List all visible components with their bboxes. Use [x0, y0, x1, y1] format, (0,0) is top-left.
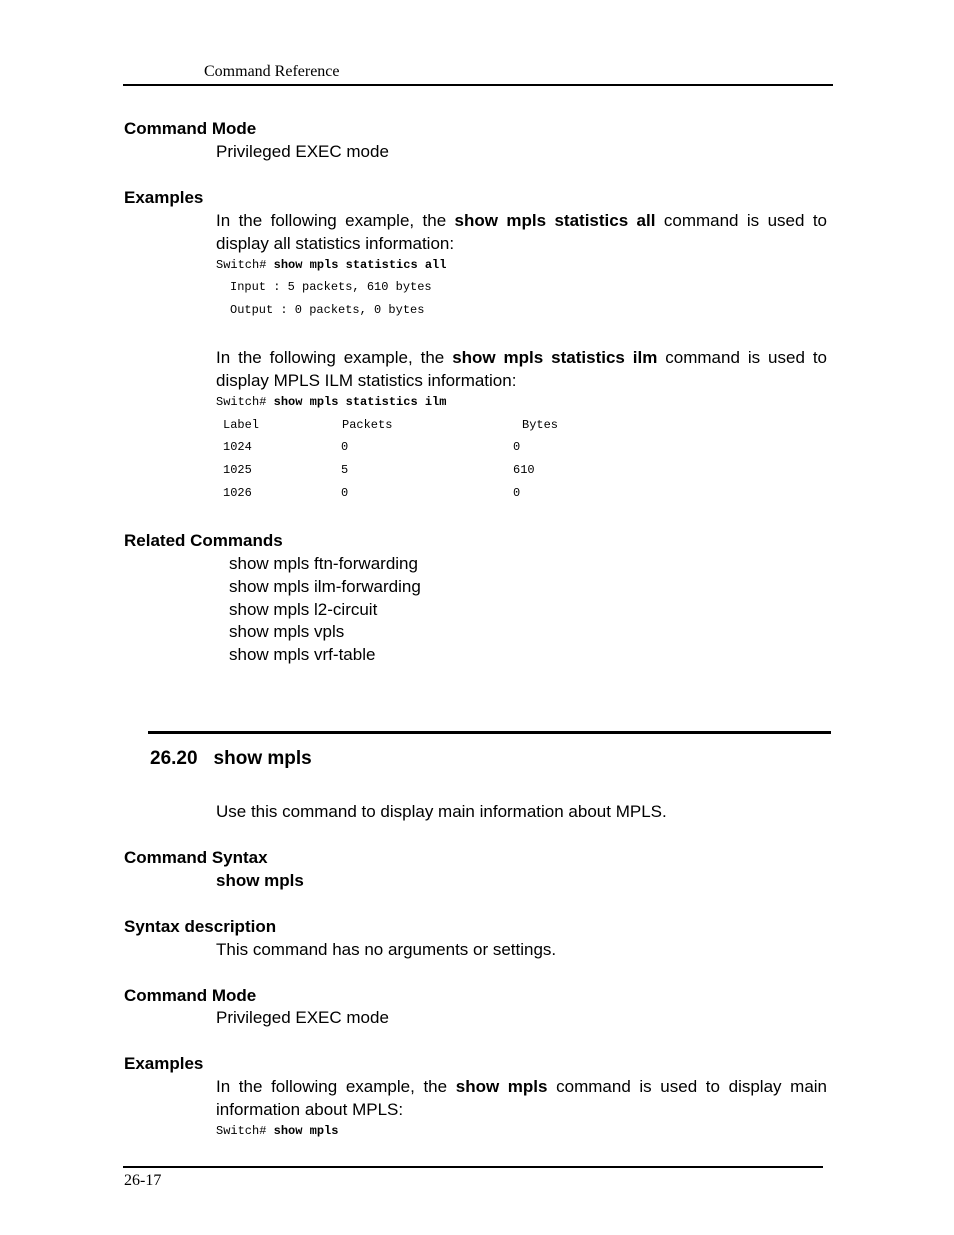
section-heading: [150, 748, 312, 770]
command-mode-text-2: Privileged EXEC mode: [216, 1008, 389, 1027]
table-cell: 0: [513, 486, 521, 500]
section-title: show mpls: [213, 748, 312, 769]
table-header-label: Label: [223, 418, 260, 432]
syntax-description-heading: Syntax description: [124, 917, 277, 936]
example-2-paragraph: In the following example, the show mpls statistics ilm command is used to display MPLS ILM statistics information:: [216, 348, 827, 390]
related-command-item: show mpls ftn-forwarding: [229, 554, 418, 573]
table-header-bytes: Bytes: [522, 418, 559, 432]
footer-rule: [123, 1166, 823, 1168]
table-header-packets: Packets: [342, 418, 393, 432]
related-command-item: show mpls vrf-table: [229, 645, 376, 664]
example-3-paragraph: In the following example, the show mpls command is used to display main information about MPLS:: [216, 1077, 828, 1119]
example-2-command-line: Switch# show mpls statistics ilm: [216, 395, 447, 409]
section-number: 26.20: [150, 748, 198, 769]
table-cell: 0: [513, 440, 521, 454]
header-rule: [123, 84, 833, 86]
related-command-item: show mpls l2-circuit: [229, 600, 378, 619]
table-cell: 5: [341, 463, 349, 477]
command-syntax-text: show mpls: [216, 871, 304, 890]
related-command-item: show mpls vpls: [229, 622, 345, 641]
related-commands-heading: Related Commands: [124, 531, 283, 550]
table-cell: 610: [513, 463, 535, 477]
example-3-command-line: Switch# show mpls: [216, 1124, 339, 1138]
table-cell: 1024: [223, 440, 252, 454]
section-rule: [148, 731, 831, 734]
example-1-paragraph: In the following example, the show mpls statistics all command is used to display all statistics information:: [216, 211, 828, 253]
running-header: Command Reference: [204, 63, 340, 80]
section-intro: Use this command to display main information about MPLS.: [216, 802, 667, 821]
example-1-output-input: Input : 5 packets, 610 bytes: [230, 280, 432, 294]
table-cell: 0: [341, 440, 349, 454]
page-number: 26-17: [124, 1172, 162, 1189]
example-1-output-output: Output : 0 packets, 0 bytes: [230, 303, 425, 317]
examples-heading: Examples: [124, 188, 204, 207]
syntax-description-text: This command has no arguments or settings.: [216, 940, 557, 959]
examples-heading-2: Examples: [124, 1054, 204, 1073]
command-syntax-heading: Command Syntax: [124, 848, 268, 867]
example-1-command-line: Switch# show mpls statistics all: [216, 258, 447, 272]
table-cell: 0: [341, 486, 349, 500]
command-mode-text: Privileged EXEC mode: [216, 142, 389, 161]
command-mode-heading: Command Mode: [124, 119, 257, 138]
table-cell: 1026: [223, 486, 252, 500]
table-cell: 1025: [223, 463, 252, 477]
related-command-item: show mpls ilm-forwarding: [229, 577, 421, 596]
command-mode-heading-2: Command Mode: [124, 986, 257, 1005]
